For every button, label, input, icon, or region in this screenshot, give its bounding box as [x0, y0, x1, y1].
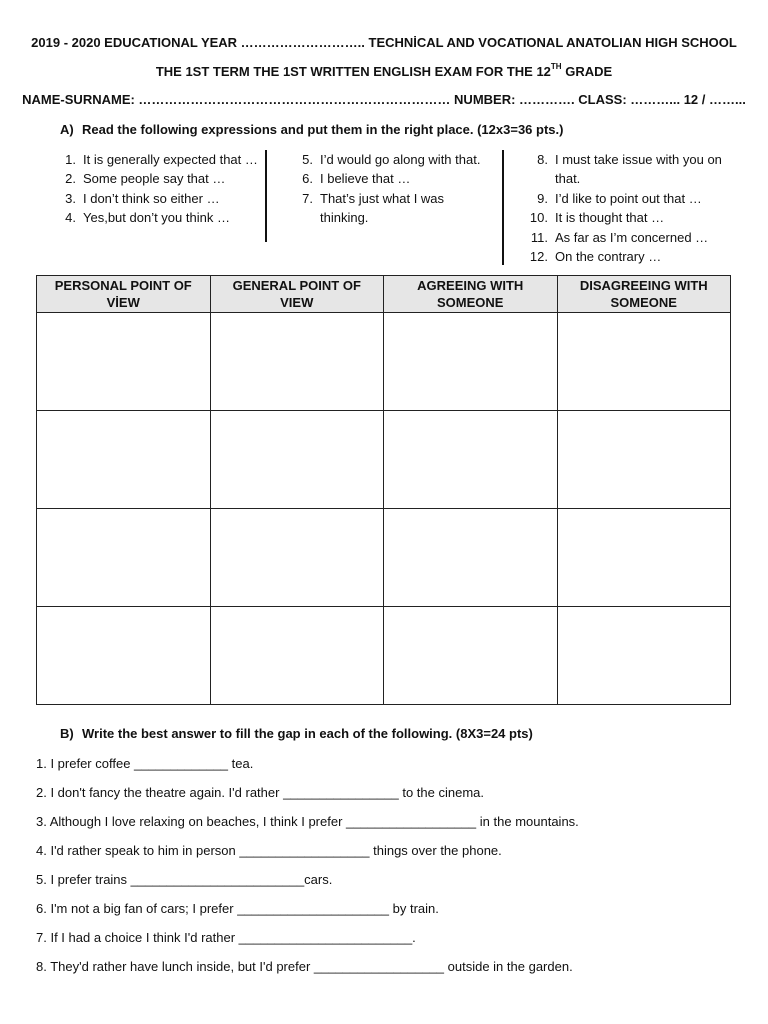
section-a-title — [60, 122, 563, 137]
answer-cell[interactable] — [384, 313, 558, 411]
expression-text: I’d would go along with that. — [320, 152, 481, 167]
expression-number: 1. — [65, 152, 76, 167]
table-header-row — [37, 276, 731, 313]
expression-item — [527, 208, 737, 227]
expression-text: As far as I’m concerned … — [555, 229, 709, 245]
header-personal-point-of-view: PERSONAL POINT OF VİEW — [37, 276, 211, 313]
expression-text: On the contrary … — [555, 249, 662, 265]
expression-item — [527, 189, 737, 208]
answer-cell[interactable] — [557, 313, 731, 411]
expression-number: 8. — [537, 152, 548, 167]
expression-number: 7. — [302, 190, 313, 206]
expression-text: I don’t think so either … — [83, 190, 220, 206]
answer-cell[interactable] — [37, 509, 211, 607]
table-row — [37, 607, 731, 705]
expression-column-2 — [292, 150, 482, 228]
exam-title-grade: GRADE — [561, 64, 613, 79]
classification-table — [36, 275, 731, 705]
exam-header-school: 2019 - 2020 EDUCATIONAL YEAR ……………………….. TECHNİCAL AND VOCATIONAL ANATOLIAN HIGH SCHOOL — [31, 35, 737, 50]
gap-fill-item: 2. I don't fancy the theatre again. I'd rather ________________ to the cinema. — [36, 785, 485, 800]
expression-number: 6. — [302, 171, 313, 187]
section-b-instructions: Write the best answer to fill the gap in each of the following. (8X3=24 pts) — [82, 726, 533, 741]
header-agreeing-with-someone: AGREEING WITH SOMEONE — [384, 276, 558, 313]
table-row — [37, 313, 731, 411]
expression-number: 12. — [529, 249, 548, 265]
expression-text: I believe that … — [320, 171, 411, 187]
expression-number: 4. — [65, 210, 76, 226]
table-body — [37, 313, 731, 705]
exam-title-superscript: TH — [550, 62, 562, 71]
expression-number: 5. — [302, 152, 313, 167]
expression-text: It is generally expected that … — [83, 152, 258, 167]
exam-header-title — [0, 64, 768, 79]
expression-item — [527, 150, 737, 189]
gap-fill-item: 8. They'd rather have lunch inside, but I'd prefer __________________ outside in the garden. — [36, 959, 573, 974]
expression-item — [292, 169, 482, 188]
section-a-letter: A) — [60, 122, 74, 137]
expression-item — [55, 208, 267, 227]
expression-number: 9. — [537, 190, 548, 206]
expression-item — [527, 247, 737, 266]
expression-column-1 — [55, 150, 267, 228]
expression-text: Some people say that … — [83, 171, 226, 187]
answer-cell[interactable] — [37, 411, 211, 509]
answer-cell[interactable] — [384, 607, 558, 705]
answer-cell[interactable] — [210, 313, 384, 411]
answer-cell[interactable] — [557, 607, 731, 705]
section-a-instructions: Read the following expressions and put them in the right place. (12x3=36 pts.) — [82, 122, 564, 137]
expression-number: 11. — [530, 229, 548, 245]
answer-cell[interactable] — [557, 509, 731, 607]
answer-cell[interactable] — [210, 411, 384, 509]
gap-fill-item: 3. Although I love relaxing on beaches, I think I prefer __________________ in the mountains. — [36, 814, 579, 829]
section-b-title — [60, 726, 533, 741]
expression-item — [292, 150, 482, 169]
gap-fill-item: 4. I'd rather speak to him in person __________________ things over the phone. — [36, 843, 502, 858]
header-disagreeing-with-someone: DISAGREEING WITH SOMEONE — [557, 276, 731, 313]
answer-cell[interactable] — [37, 313, 211, 411]
answer-cell[interactable] — [557, 411, 731, 509]
expression-item — [55, 169, 267, 188]
exam-title-text: THE 1ST TERM THE 1ST WRITTEN ENGLISH EXAM FOR THE 12 — [155, 64, 551, 79]
answer-cell[interactable] — [210, 509, 384, 607]
expression-text: Yes,but don’t you think … — [83, 210, 230, 226]
table-row — [37, 411, 731, 509]
expression-text: That’s just what I was thinking. — [320, 190, 445, 226]
header-general-point-of-view: GENERAL POINT OF VIEW — [210, 276, 384, 313]
gap-fill-item: 1. I prefer coffee _____________ tea. — [36, 756, 254, 771]
expression-text: It is thought that … — [555, 210, 665, 226]
column-divider — [265, 150, 267, 242]
expression-item — [55, 150, 267, 169]
answer-cell[interactable] — [384, 509, 558, 607]
gap-fill-item: 5. I prefer trains ________________________cars. — [36, 872, 333, 887]
expression-text: I must take issue with you on that. — [555, 152, 722, 187]
expression-item — [292, 189, 482, 228]
section-b-letter: B) — [60, 726, 74, 741]
student-info-line: NAME-SURNAME: ……………………………………………………………… NUMBER: …………. CLASS: ………... 12 / ……... — [22, 92, 746, 107]
answer-cell[interactable] — [37, 607, 211, 705]
gap-fill-item: 7. If I had a choice I think I'd rather ________________________. — [36, 930, 416, 945]
expression-number: 2. — [65, 171, 76, 187]
gap-fill-list — [36, 756, 736, 988]
expression-text: I’d like to point out that … — [555, 190, 702, 206]
expression-number: 3. — [65, 190, 76, 206]
gap-fill-item: 6. I'm not a big fan of cars; I prefer _____________________ by train. — [36, 901, 439, 916]
expression-column-3 — [527, 150, 737, 266]
expression-item — [55, 189, 267, 208]
table-row — [37, 509, 731, 607]
answer-cell[interactable] — [210, 607, 384, 705]
expression-item — [527, 228, 737, 247]
answer-cell[interactable] — [384, 411, 558, 509]
expression-number: 10. — [529, 210, 548, 226]
column-divider — [502, 150, 504, 265]
